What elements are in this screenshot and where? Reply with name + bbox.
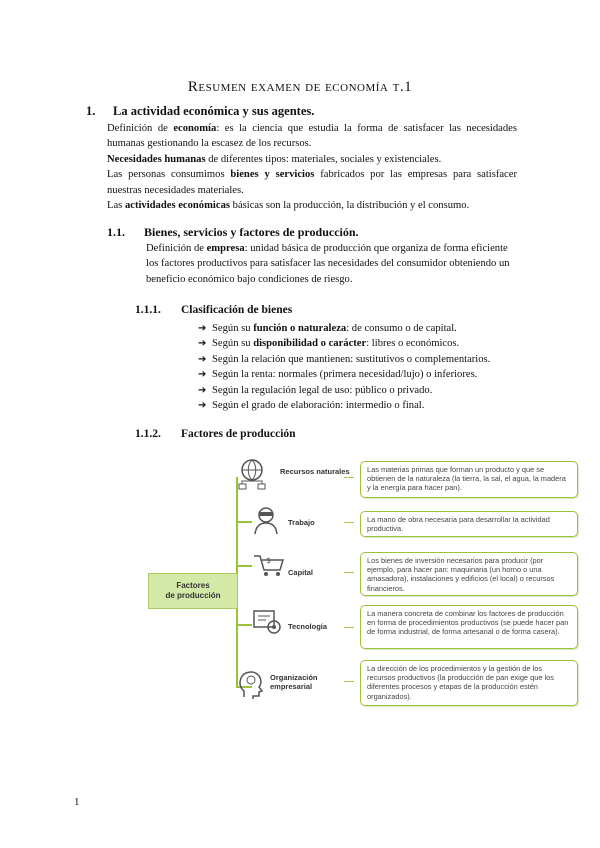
empresa-definition: Definición de empresa: unidad básica de producción que organiza de forma eficiente los factores productivos para satisfacer las necesidades del consumidor obteniendo un beneficio económico bajo condiciones de riesgo.: [146, 243, 510, 285]
branch-line: [236, 624, 252, 626]
list-item: ➔ Según el grado de elaboración: intermedio o final.: [198, 398, 490, 413]
branch-line: [236, 565, 252, 567]
necesidades-text: Necesidades humanas de diferentes tipos: materiales, sociales y existenciales.: [107, 153, 442, 165]
section-1-1-2-heading: [135, 428, 296, 440]
section-number: 1.1.: [107, 225, 125, 239]
arrow-icon: ➔: [198, 338, 207, 350]
connector: [344, 477, 354, 478]
connector: [344, 681, 354, 682]
connector: [344, 522, 354, 523]
section-1-body: [107, 121, 517, 213]
factor-desc-recursos: Las materias primas que forman un producto y que se obtienen de la naturaleza (la tierra, la sal, el agua, la madera y la energía para hacer pan).: [360, 461, 578, 498]
section-number: 1.1.1.: [135, 304, 161, 316]
arrow-icon: ➔: [198, 323, 207, 334]
svg-text:$: $: [266, 556, 272, 565]
actividades-text: Las actividades económicas básicas son la producción, la distribución y el consumo.: [107, 200, 470, 212]
factor-label-recursos: Recursos naturales: [280, 467, 350, 476]
connector: [344, 572, 354, 573]
list-item: ➔ Según la renta: normales (primera necesidad/lujo) o inferiores.: [198, 367, 490, 382]
worker-icon: [252, 505, 284, 537]
bienes-servicios-text: Las personas consumimos bienes y servicios fabricados por las empresas para satisfacer nuestras necesidades materiales.: [107, 169, 517, 196]
arrow-icon: ➔: [198, 400, 207, 412]
branch-line: [236, 521, 252, 523]
bienes-classification-list: [198, 321, 490, 413]
section-1-1-1-heading: [135, 304, 292, 316]
factor-label-capital: Capital: [288, 568, 314, 577]
page-title: Resumen examen de economía t.1: [187, 79, 413, 95]
gear-icon: [252, 607, 284, 639]
factor-label-organizacion: Organización empresarial: [270, 673, 318, 691]
factor-desc-trabajo: La mano de obra necesaria para desarrollar la actividad productiva.: [360, 511, 578, 537]
list-item: ➔ Según la relación que mantienen: sustitutivos o complementarios.: [198, 352, 490, 367]
list-item: ➔ Según la regulación legal de uso: público o privado.: [198, 383, 490, 398]
factor-desc-tecnologia: La manera concreta de combinar los factores de producción en forma de procedimientos productivos (se puede hacer pan de forma industrial, de forma artesanal o de forma casera).: [360, 605, 578, 649]
factor-label-tecnologia: Tecnología: [288, 622, 328, 631]
economia-definition: Definición de economía: es la ciencia que estudia la forma de satisfacer las necesidades humanas gestionando la escasez de los recursos.: [107, 123, 517, 150]
factores-produccion-diagram: [148, 455, 578, 715]
page-number: 1: [74, 796, 80, 808]
section-number: 1.: [86, 104, 96, 118]
section-number: 1.1.2.: [135, 428, 161, 440]
factor-desc-capital: Los bienes de inversión necesarios para producir (por ejemplo, para hacer pan: maquinaria (un horno o una amasadora), instalaciones y edificios (el local) o recursos financieros.: [360, 552, 578, 596]
factor-desc-organizacion: La dirección de los procedimientos y la gestión de los recursos productivos (la producción de pan exige que los diferentes procesos y etapas de la producción estén organizados).: [360, 660, 578, 706]
diagram-center-box: Factores de producción: [148, 573, 238, 609]
head-icon: [236, 667, 268, 699]
cart-icon: [252, 550, 284, 582]
connector: [344, 627, 354, 628]
section-title: Clasificación de bienes: [181, 304, 293, 316]
list-item: ➔ Según su función o naturaleza: de consumo o de capital.: [198, 321, 490, 336]
arrow-icon: ➔: [198, 353, 207, 365]
section-1-1-heading: [107, 225, 359, 240]
arrow-icon: ➔: [198, 369, 207, 381]
section-title: Bienes, servicios y factores de producción.: [144, 225, 359, 239]
globe-icon: [236, 458, 268, 490]
list-item: ➔ Según su disponibilidad o carácter: libres o económicos.: [198, 336, 490, 351]
arrow-icon: ➔: [198, 384, 207, 396]
section-title: La actividad económica y sus agentes.: [113, 104, 315, 118]
section-title: Factores de producción: [181, 428, 296, 440]
section-1-heading: [86, 104, 314, 119]
factor-label-trabajo: Trabajo: [288, 518, 315, 527]
